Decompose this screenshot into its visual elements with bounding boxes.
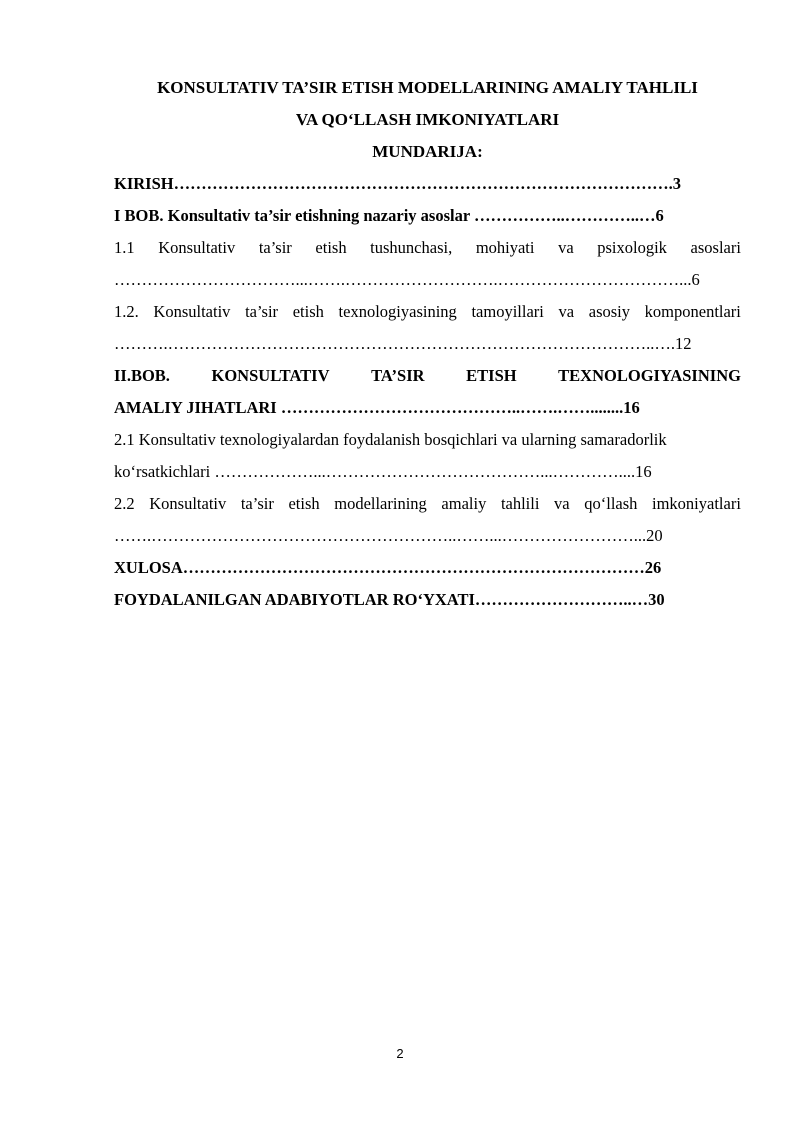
toc-word: texnologiyasining	[338, 302, 457, 321]
toc-word: qo‘llash	[584, 494, 638, 513]
toc-word: va	[558, 302, 575, 321]
toc-entry-section-1-1	[114, 232, 741, 264]
toc-word: komponentlari	[644, 302, 741, 321]
contents-heading: MUNDARIJA:	[372, 142, 483, 161]
toc-word: ETISH	[466, 366, 517, 385]
toc-entry-section-2-2	[114, 488, 741, 520]
toc-word: va	[558, 238, 574, 257]
toc-word: etish	[292, 302, 324, 321]
document-title-line-1: KONSULTATIV TA’SIR ETISH MODELLARINING AMALIY TAHLILI	[157, 78, 698, 97]
toc-word: psixologik	[597, 238, 667, 257]
toc-entry-conclusion: XULOSA…………………………………………………………………………26	[114, 558, 662, 577]
toc-word: 1.1	[114, 238, 135, 257]
toc-entry-chapter-1: I BOB. Konsultativ ta’sir etishning nazariy asoslar ……………..…………..…6	[114, 206, 664, 225]
toc-entry-section-2-1: 2.1 Konsultativ texnologiyalardan foydalanish bosqichlari va ularning samaradorlik	[114, 430, 667, 449]
toc-word: va	[554, 494, 570, 513]
toc-entry-chapter-2-line-2: AMALIY JIHATLARI ……………………………………..…….……........16	[114, 398, 640, 417]
toc-word: asosiy	[588, 302, 630, 321]
toc-word: KONSULTATIV	[211, 366, 330, 385]
toc-entry-section-1-2-leader: ……….……………………………………………………………………………..….12	[114, 334, 692, 353]
toc-word: etish	[288, 494, 320, 513]
toc-word: ta’sir	[258, 238, 292, 257]
toc-entry-section-1-1-leader: ……………………………...…….……………………….……………………………...6	[114, 270, 700, 289]
toc-word: TA’SIR	[371, 366, 425, 385]
toc-word: tushunchasi,	[370, 238, 453, 257]
toc-word: TEXNOLOGIYASINING	[558, 366, 741, 385]
toc-word: amaliy	[441, 494, 487, 513]
toc-entry-references: FOYDALANILGAN ADABIYOTLAR RO‘YXATI………………………..…30	[114, 590, 665, 609]
document-page	[114, 72, 741, 616]
toc-word: asoslari	[690, 238, 741, 257]
toc-entry-section-2-1-line-2: ko‘rsatkichlari ………………...…………………………………...…………....16	[114, 462, 652, 481]
toc-entry-introduction: KIRISH……………………………………………………………………………….3	[114, 174, 681, 193]
toc-word: Konsultativ	[158, 238, 236, 257]
toc-word: II.BOB.	[114, 366, 170, 385]
toc-word: ta’sir	[240, 494, 274, 513]
toc-entry-section-1-2	[114, 296, 741, 328]
toc-word: tahlili	[500, 494, 540, 513]
toc-word: modellarining	[334, 494, 427, 513]
toc-word: ta’sir	[245, 302, 279, 321]
toc-word: imkoniyatlari	[652, 494, 741, 513]
toc-entry-section-2-2-leader: …….………………………………………………..……...……………………...20	[114, 526, 663, 545]
document-title-line-2: VA QO‘LLASH IMKONIYATLARI	[295, 110, 560, 129]
toc-word: mohiyati	[475, 238, 535, 257]
toc-entry-chapter-2	[114, 360, 741, 392]
toc-word: tamoyillari	[471, 302, 544, 321]
toc-word: Konsultativ	[149, 494, 227, 513]
page-number: 2	[396, 1046, 404, 1061]
toc-word: Konsultativ	[153, 302, 231, 321]
toc-word: 2.2	[114, 494, 135, 513]
toc-word: etish	[315, 238, 347, 257]
toc-word: 1.2.	[114, 302, 139, 321]
